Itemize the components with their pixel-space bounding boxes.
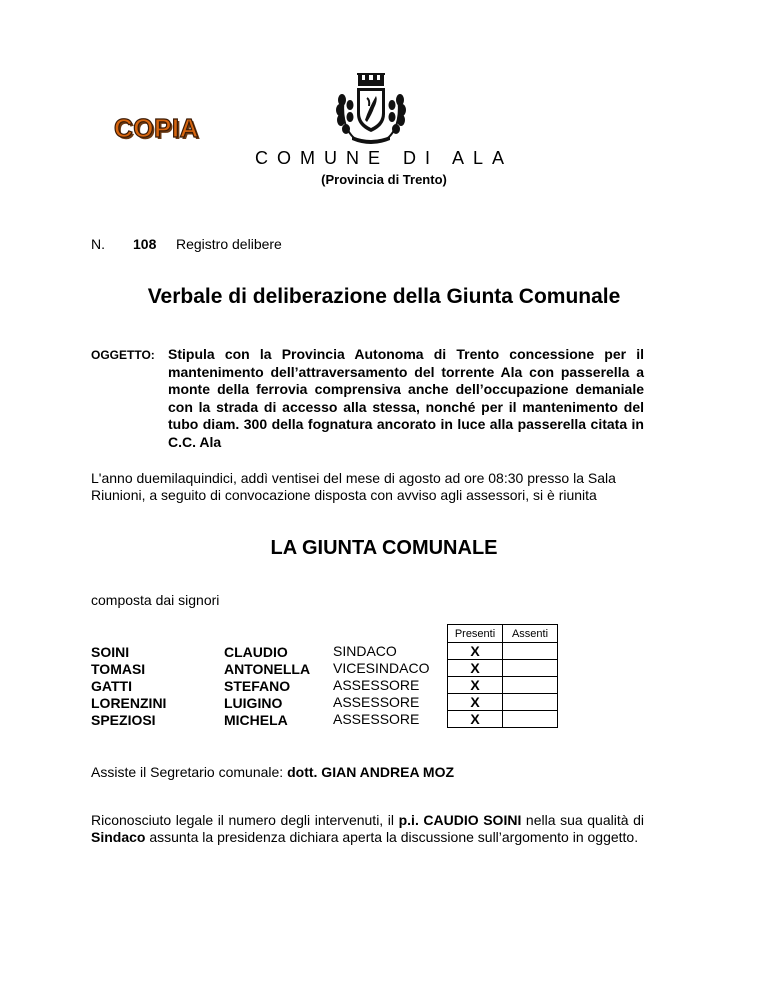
riconosciuto-paragraph	[91, 812, 644, 846]
assente-mark	[503, 711, 558, 728]
attendance-row	[448, 660, 558, 677]
member-name: STEFANO	[224, 678, 291, 694]
header-presenti: Presenti	[448, 625, 503, 643]
oggetto-label: OGGETTO:	[91, 348, 155, 362]
copia-stamp: COPIA	[114, 113, 199, 143]
oggetto-text: Stipula con la Provincia Autonoma di Trento concessione per il mantenimento dell’attraversamento del torrente Ala con passerella a monte della ferrovia comprensiva anche dell’occupazione demaniale con la strada di accesso alla stessa, nonché per il mantenimento del tubo diam. 300 della fognatura ancorato in luce alla passerella citata in C.C. Ala	[168, 346, 644, 450]
member-role: ASSESSORE	[333, 694, 420, 710]
member-surname: TOMASI	[91, 661, 146, 677]
coat-of-arms-icon	[332, 70, 410, 144]
member-name: ANTONELLA	[224, 661, 311, 677]
assiste-prefix: Assiste il Segretario comunale:	[91, 764, 288, 780]
assente-mark	[503, 660, 558, 677]
presente-mark: X	[448, 643, 503, 660]
member-name: CLAUDIO	[224, 644, 288, 660]
giunta-heading: LA GIUNTA COMUNALE	[270, 537, 498, 559]
document-title: Verbale di deliberazione della Giunta Comunale	[147, 285, 621, 308]
riconosciuto-text-2: nella sua qualità di	[521, 812, 644, 828]
assente-mark	[503, 643, 558, 660]
member-role: ASSESSORE	[333, 677, 420, 693]
member-surname: SPEZIOSI	[91, 712, 156, 728]
member-name: MICHELA	[224, 712, 288, 728]
member-role: SINDACO	[333, 643, 397, 659]
riconosciuto-text-1: Riconosciuto legale il numero degli intervenuti, il	[91, 812, 399, 828]
member-role: VICESINDACO	[333, 660, 430, 676]
header-assenti: Assenti	[503, 625, 558, 643]
comune-name: COMUNE DI ALA	[254, 148, 514, 168]
member-role: ASSESSORE	[333, 711, 420, 727]
provincia-subtitle: (Provincia di Trento)	[321, 172, 447, 187]
numero-label: N.	[91, 236, 105, 252]
presente-mark: X	[448, 694, 503, 711]
member-name: LUIGINO	[224, 695, 283, 711]
member-names	[224, 644, 310, 729]
member-roles	[333, 643, 429, 728]
presente-mark: X	[448, 711, 503, 728]
presente-mark: X	[448, 677, 503, 694]
attendance-row	[448, 694, 558, 711]
attendance-table	[447, 624, 558, 728]
presidente-name: p.i. CAUDIO SOINI	[398, 812, 522, 828]
member-surname: LORENZINI	[91, 695, 167, 711]
member-surname: SOINI	[91, 644, 130, 660]
segretario-name: dott. GIAN ANDREA MOZ	[287, 764, 455, 780]
numero-value: 108	[133, 236, 157, 252]
attendance-header-row	[448, 625, 558, 643]
assente-mark	[503, 694, 558, 711]
registro-label: Registro delibere	[176, 236, 282, 252]
presente-mark: X	[448, 660, 503, 677]
presidente-role: Sindaco	[91, 829, 146, 845]
assente-mark	[503, 677, 558, 694]
attendance-row	[448, 643, 558, 660]
assiste-line	[91, 764, 454, 780]
member-surname: GATTI	[91, 678, 132, 694]
intro-paragraph: L'anno duemilaquindici, addì ventisei del mese di agosto ad ore 08:30 presso la Sala Riunioni, a seguito di convocazione disposta con avviso agli assessori, si è riunita	[91, 470, 616, 503]
composta-label: composta dai signori	[91, 592, 220, 608]
attendance-row	[448, 711, 558, 728]
member-surnames	[91, 644, 166, 729]
riconosciuto-text-3: assunta la presidenza dichiara aperta la discussione sull’argomento in oggetto.	[145, 829, 639, 845]
attendance-row	[448, 677, 558, 694]
